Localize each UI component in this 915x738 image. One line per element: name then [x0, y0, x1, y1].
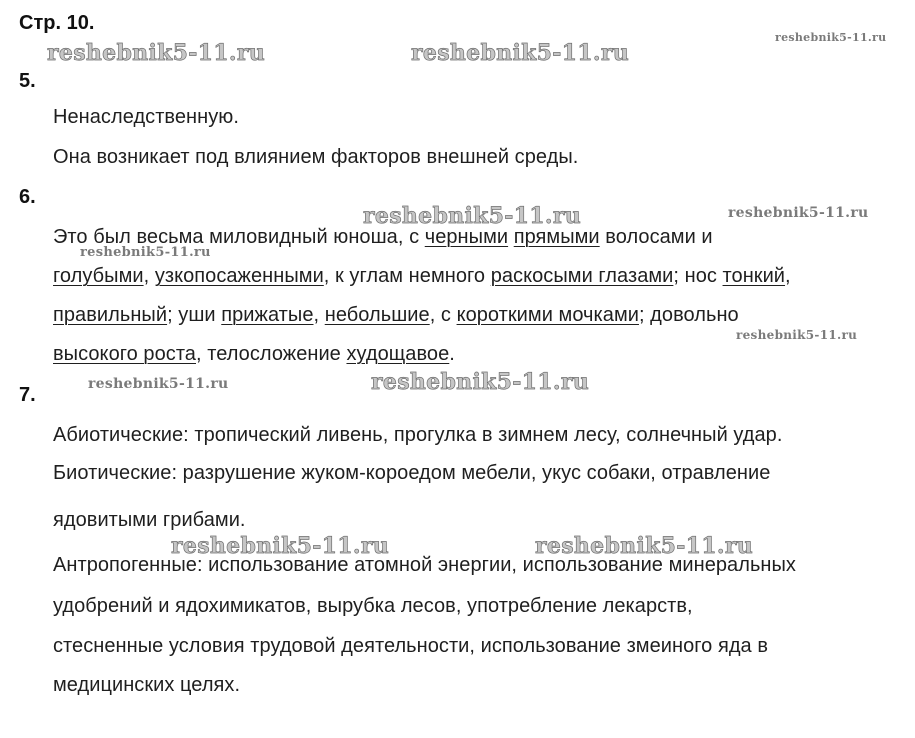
q6-line-2 [53, 265, 791, 288]
question-number-7: 7. [19, 384, 36, 406]
q6-text-segment: ; довольно [638, 304, 739, 326]
question-number-6: 6. [19, 186, 36, 208]
q7-anthropogenic-line-3: стесненные условия трудовой деятельности, использование змеиного яда в [53, 635, 768, 657]
underlined-trait: узкопосаженными [154, 265, 324, 287]
underlined-trait: правильный [53, 304, 168, 326]
underlined-trait: тонкий [722, 265, 786, 287]
underlined-trait: черными [424, 226, 509, 248]
q6-line-4 [53, 343, 455, 366]
watermark: reshebnik5-11.ru [171, 533, 390, 559]
underlined-trait: короткими мочками [456, 304, 639, 326]
watermark: reshebnik5-11.ru [736, 328, 858, 342]
watermark: reshebnik5-11.ru [363, 203, 582, 229]
watermark: reshebnik5-11.ru [775, 31, 887, 44]
q6-text-segment: , с [429, 304, 457, 326]
watermark: reshebnik5-11.ru [47, 40, 266, 66]
q6-text-segment: , телосложение [196, 343, 347, 365]
q7-biotic-line-1: Биотические: разрушение жуком-короедом мебели, укус собаки, отравление [53, 462, 771, 484]
q7-biotic-line-2: ядовитыми грибами. [53, 509, 246, 531]
q7-abiotic: Абиотические: тропический ливень, прогулка в зимнем лесу, солнечный удар. [53, 424, 783, 446]
q6-text-segment: ; нос [673, 265, 723, 287]
q5-explanation: Она возникает под влиянием факторов внешней среды. [53, 146, 579, 168]
watermark: reshebnik5-11.ru [371, 369, 590, 395]
watermark: reshebnik5-11.ru [411, 40, 630, 66]
underlined-trait: высокого роста [53, 343, 196, 365]
underlined-trait: голубыми [53, 265, 144, 287]
underlined-trait: прижатые [221, 304, 314, 326]
q6-text-segment: , [313, 304, 325, 326]
watermark: reshebnik5-11.ru [535, 533, 754, 559]
question-number-5: 5. [19, 70, 36, 92]
underlined-trait: небольшие [324, 304, 430, 326]
underlined-trait: худощавое [346, 343, 450, 365]
watermark: reshebnik5-11.ru [728, 205, 869, 221]
q7-anthropogenic-line-4: медицинских целях. [53, 674, 241, 696]
q6-text-segment: , [785, 265, 791, 287]
underlined-trait: прямыми [513, 226, 600, 248]
q6-text-segment: , [143, 265, 155, 287]
watermark: reshebnik5-11.ru [80, 245, 211, 260]
watermark: reshebnik5-11.ru [88, 376, 229, 392]
q6-line-1 [53, 226, 713, 249]
q6-text-segment: ; уши [167, 304, 222, 326]
q6-text-segment: , к углам немного [323, 265, 491, 287]
q6-text-segment: Это был весьма миловидный юноша, с [53, 226, 425, 248]
q6-text-segment: волосами и [599, 226, 713, 248]
q7-anthropogenic-line-2: удобрений и ядохимикатов, вырубка лесов, употребление лекарств, [53, 595, 693, 617]
q5-answer: Ненаследственную. [53, 106, 239, 128]
q6-line-3 [53, 304, 739, 327]
q7-anthropogenic-line-1: Антропогенные: использование атомной энергии, использование минеральных [53, 554, 796, 576]
page-header: Стр. 10. [19, 12, 95, 34]
q6-text-segment: . [449, 343, 455, 365]
underlined-trait: раскосыми глазами [490, 265, 674, 287]
